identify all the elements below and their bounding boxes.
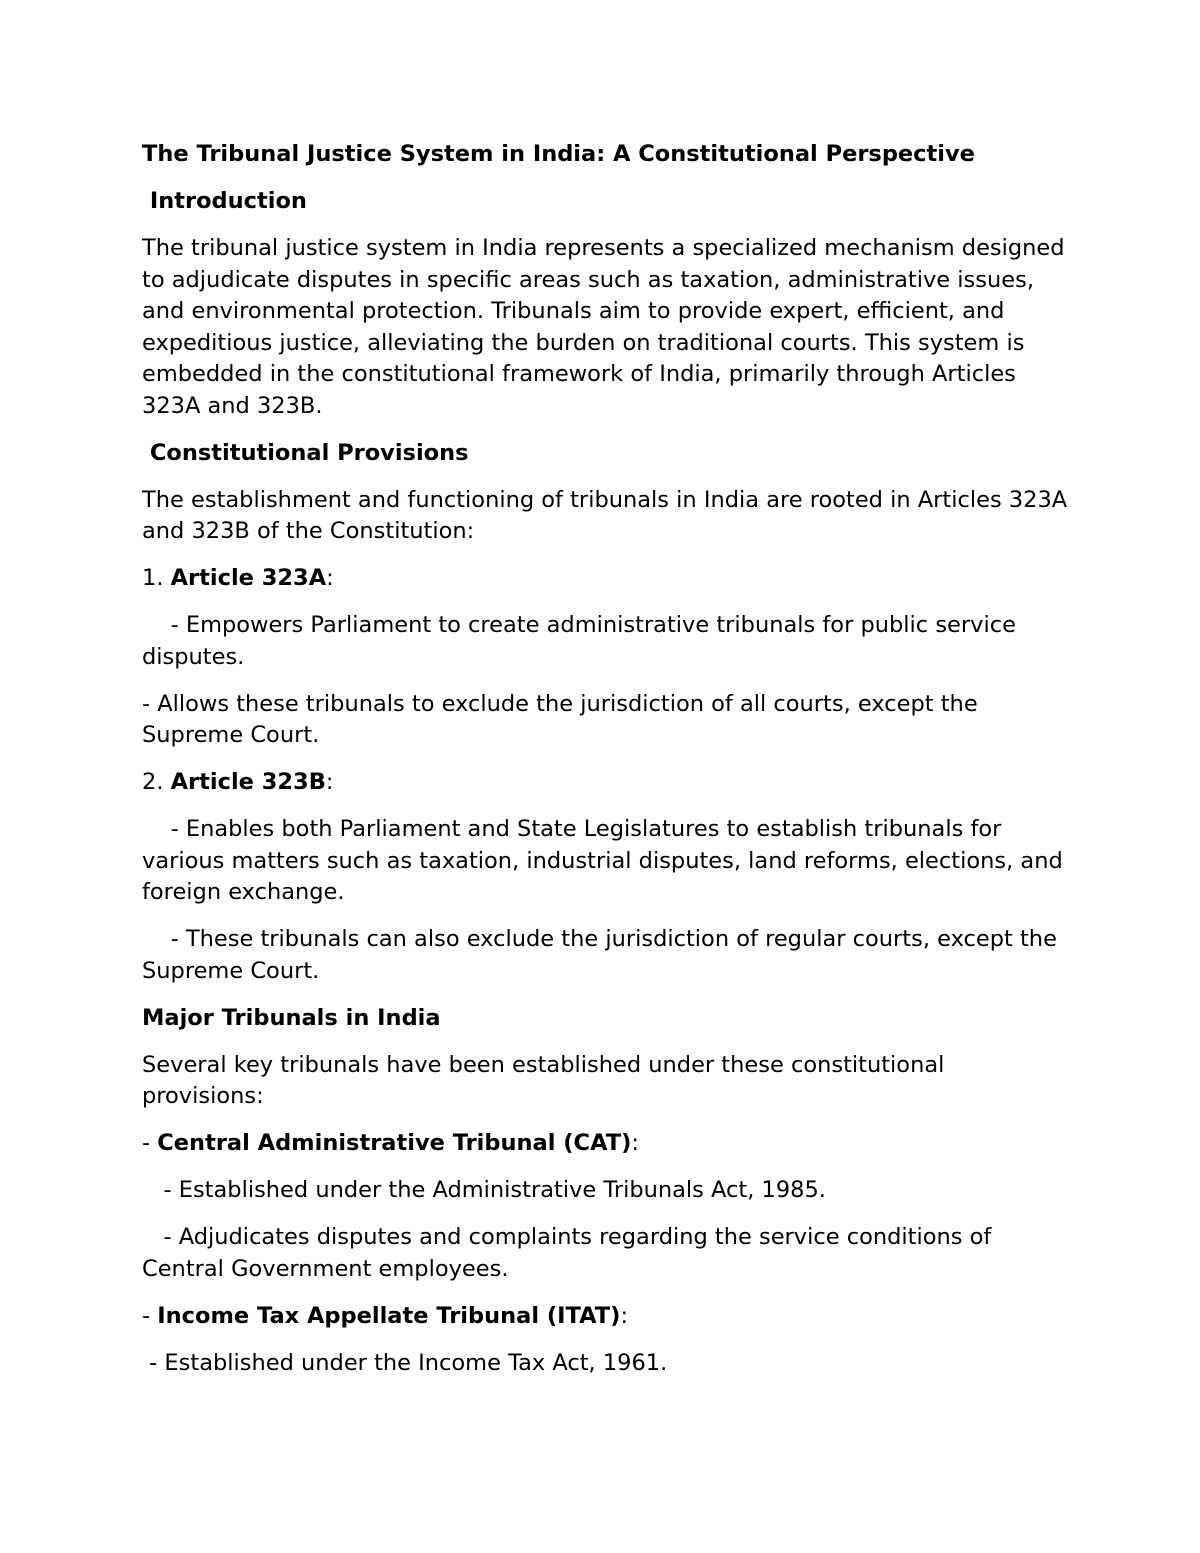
list-dash: - (142, 1130, 158, 1156)
cat-point-2: - Adjudicates disputes and complaints regarding the service conditions of Central Government employees. (142, 1224, 999, 1282)
list-number: 2. (142, 769, 171, 795)
colon: : (325, 769, 334, 795)
major-tribunals-paragraph: Several key tribunals have been established under these constitutional provisions: (142, 1051, 952, 1109)
heading-constitutional-provisions: Constitutional Provisions (142, 439, 469, 466)
article-323b-item (142, 767, 1072, 799)
article-323b-label: Article 323B (170, 769, 326, 795)
cat-point-1: - Established under the Administrative Tribunals Act, 1985. (142, 1177, 826, 1203)
article-323b-point-2: - These tribunals can also exclude the jurisdiction of regular courts, except the Supreme Court. (142, 926, 1065, 984)
colon: : (620, 1302, 629, 1329)
intro-paragraph: The tribunal justice system in India represents a specialized mechanism designed to adjudicate disputes in specific areas such as taxation, administrative issues, and environmental protection. Tribunals aim to provide expert, efficient, and expeditious justice, alleviating the burden on traditional courts. This system is embedded in the constitutional framework of India, primarily through Articles 323A and 323B. (142, 235, 1072, 419)
document-page (142, 139, 1075, 1395)
colon: : (326, 565, 334, 591)
article-323b-point-1: - Enables both Parliament and State Legislatures to establish tribunals for various matters such as taxation, industrial disputes, land reforms, elections, and foreign exchange. (142, 816, 1070, 905)
cat-label: Central Administrative Tribunal (CAT) (157, 1130, 632, 1156)
article-323a-label: Article 323A (170, 565, 327, 591)
itat-point-1: - Established under the Income Tax Act, 1961. (142, 1349, 668, 1376)
cat-item (142, 1128, 1072, 1160)
colon: : (631, 1130, 639, 1156)
article-323a-point-2: - Allows these tribunals to exclude the jurisdiction of all courts, except the Supreme Court. (142, 690, 985, 748)
provisions-paragraph: The establishment and functioning of tribunals in India are rooted in Articles 323A and 323B of the Constitution: (142, 486, 1075, 544)
itat-label: Income Tax Appellate Tribunal (ITAT) (157, 1302, 621, 1329)
list-number: 1. (142, 565, 171, 591)
itat-item (142, 1301, 1072, 1333)
heading-introduction: Introduction (142, 188, 307, 214)
article-323a-point-1: - Empowers Parliament to create administrative tribunals for public service disputes. (142, 612, 1024, 670)
article-323a-item (142, 563, 1072, 595)
list-dash: - (142, 1302, 158, 1329)
document-title: The Tribunal Justice System in India: A Constitutional Perspective (142, 141, 975, 167)
heading-major-tribunals: Major Tribunals in India (142, 1004, 441, 1031)
